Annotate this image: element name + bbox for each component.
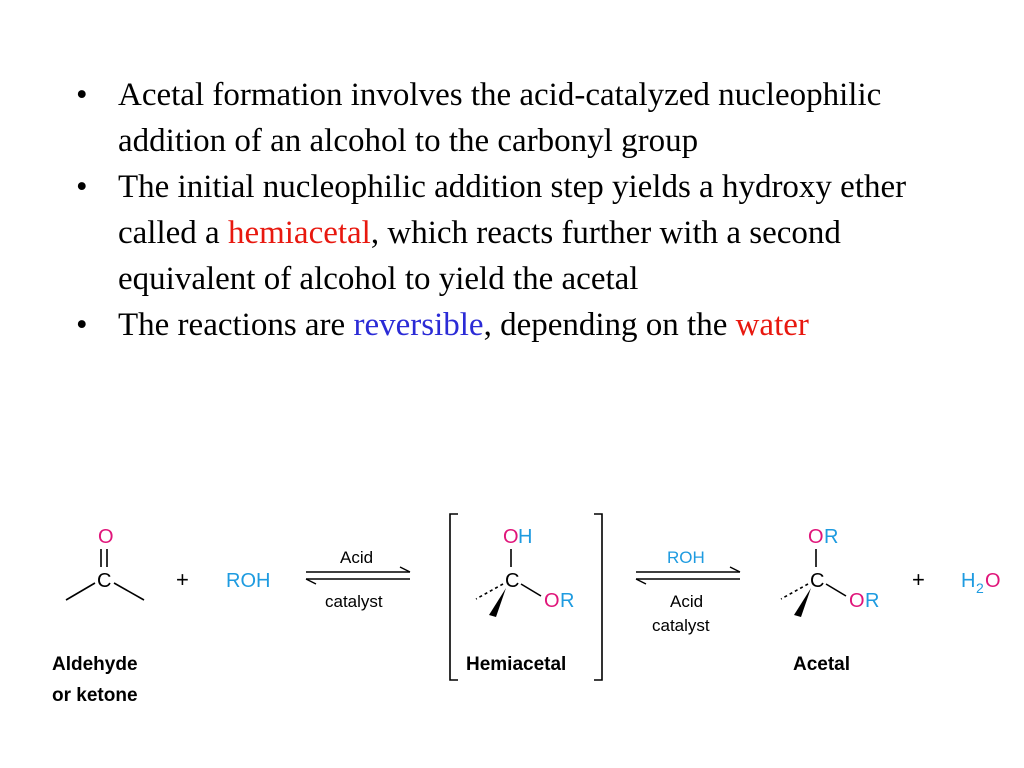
bullet-text: Acetal formation involves the acid-catalyzed nucleophilic addition of an alcohol to the carbonyl group	[118, 77, 882, 159]
hydroxyl-hydrogen: H	[518, 526, 533, 548]
hashed-bond	[476, 584, 503, 599]
acetal-label: Acetal	[793, 654, 851, 675]
hashed-bond	[781, 584, 808, 599]
highlight-reversible: reversible	[353, 307, 484, 343]
acetal-structure	[781, 526, 879, 675]
hemiacetal-carbon: C	[505, 570, 520, 592]
arrow2-bottom-label-1: Acid	[670, 592, 704, 611]
carbonyl-structure	[52, 526, 144, 706]
water-product	[961, 570, 1001, 596]
ether-r-group: R	[560, 590, 575, 612]
hydroxyl-oxygen: O	[503, 526, 519, 548]
reactant-label-line1: Aldehyde	[52, 654, 138, 675]
arrow2-top-label: ROH	[667, 548, 705, 567]
reactant-label-line2: or ketone	[52, 685, 138, 706]
wedge-bond	[489, 588, 506, 617]
bullet-dot: •	[76, 77, 88, 113]
bullet-text: , which reacts further with a second equivalent of alcohol to yield the acetal	[118, 215, 841, 297]
bond-right	[114, 583, 144, 600]
plus-sign: +	[176, 567, 189, 592]
highlight-water: water	[735, 307, 809, 343]
bullet-text: The reactions are	[118, 307, 354, 343]
carbonyl-carbon: C	[97, 570, 112, 592]
acetal-formation-scheme	[0, 500, 1024, 720]
acetal-ether-oxygen: O	[849, 590, 865, 612]
bullet-text: , depending on the	[483, 307, 736, 343]
bullet-dot: •	[76, 169, 88, 205]
acetal-ether-r-group: R	[865, 590, 880, 612]
plus-sign: +	[912, 567, 925, 592]
arrow1-top-label: Acid	[340, 548, 374, 567]
bullet-item-3	[76, 302, 976, 348]
bullet-item-1	[76, 72, 976, 164]
bullet-dot: •	[76, 307, 88, 343]
arrow2-bottom-label-2: catalyst	[652, 616, 710, 635]
hemiacetal-structure	[450, 514, 602, 680]
left-bracket	[450, 514, 458, 680]
hemiacetal-label: Hemiacetal	[466, 654, 567, 675]
carbonyl-oxygen: O	[98, 526, 114, 548]
bond-left	[66, 583, 95, 600]
bullet-item-2	[76, 164, 976, 302]
equilibrium-arrow-1	[306, 548, 410, 611]
right-bracket	[594, 514, 602, 680]
water-subscript: 2	[976, 580, 984, 596]
bullet-list	[76, 72, 976, 348]
bullet-text: The initial nucleophilic addition step yields a hydroxy ether called a	[118, 169, 907, 251]
wedge-bond	[794, 588, 811, 617]
highlight-hemiacetal: hemiacetal	[227, 215, 371, 251]
acetal-carbon: C	[810, 570, 825, 592]
water-oxygen: O	[985, 570, 1001, 592]
alcohol-reagent: ROH	[226, 570, 271, 592]
arrow1-bottom-label: catalyst	[325, 592, 383, 611]
ether-oxygen: O	[544, 590, 560, 612]
acetal-top-oxygen: O	[808, 526, 824, 548]
acetal-top-r-group: R	[824, 526, 839, 548]
equilibrium-arrow-2	[636, 548, 740, 635]
water-hydrogen: H	[961, 570, 976, 592]
